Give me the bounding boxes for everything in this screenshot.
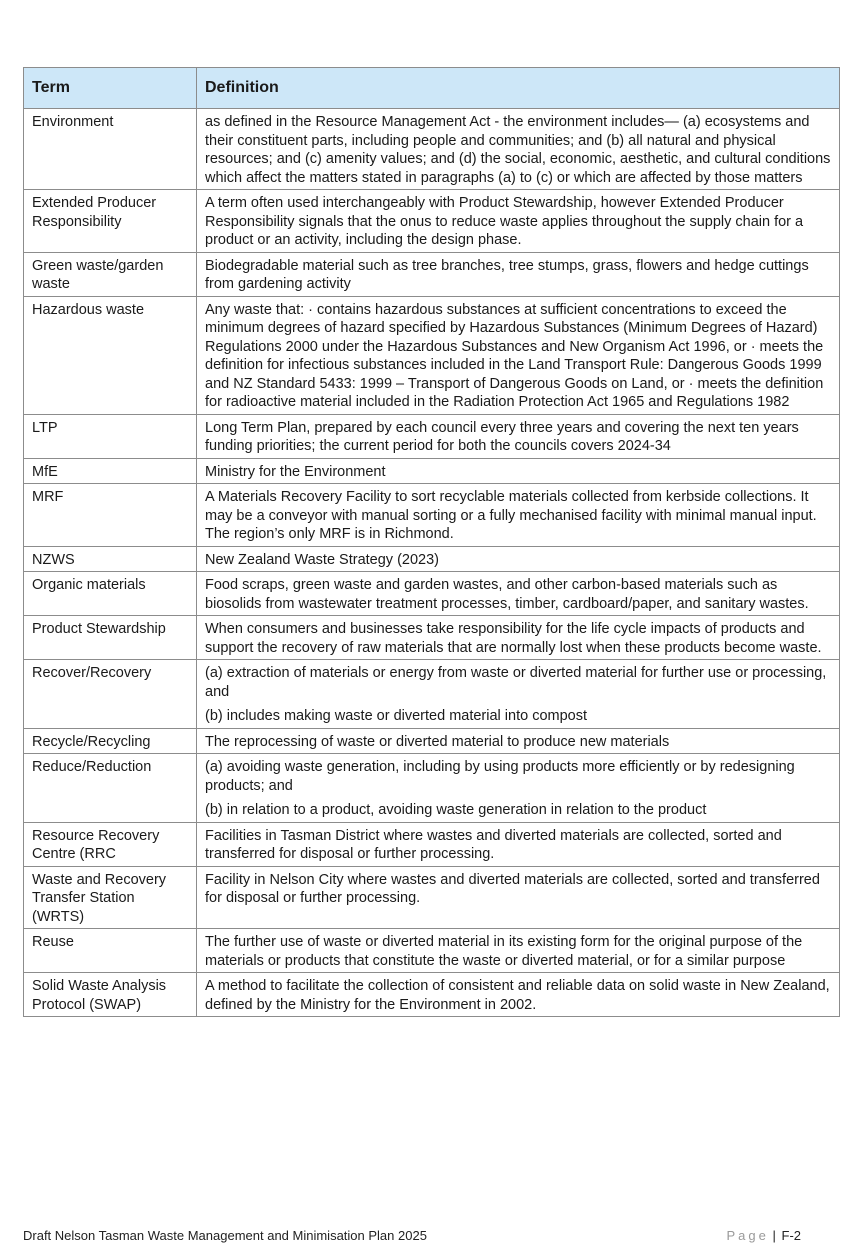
definition-paragraph: Biodegradable material such as tree branches, tree stumps, grass, flowers and hedge cuttings from gardening activity — [205, 257, 809, 292]
term-cell: Environment — [24, 109, 197, 190]
footer-page-indicator — [726, 1228, 801, 1243]
definition-cell — [197, 458, 840, 484]
table-row — [24, 252, 840, 296]
table-row — [24, 754, 840, 823]
column-header-term: Term — [24, 68, 197, 109]
table-row — [24, 616, 840, 660]
definition-cell — [197, 866, 840, 929]
definition-cell — [197, 728, 840, 754]
definition-cell — [197, 822, 840, 866]
definition-paragraph: Facilities in Tasman District where wastes and diverted materials are collected, sorted and transferred for disposal or further processing. — [205, 827, 782, 862]
definition-cell — [197, 754, 840, 823]
definition-cell — [197, 973, 840, 1017]
footer-document-title: Draft Nelson Tasman Waste Management and Minimisation Plan 2025 — [23, 1228, 427, 1243]
table-body — [24, 109, 840, 1017]
table-row — [24, 929, 840, 973]
definition-paragraph: (b) in relation to a product, avoiding waste generation in relation to the product — [205, 802, 707, 818]
definition-paragraph: New Zealand Waste Strategy (2023) — [205, 551, 439, 568]
term-cell: Recycle/Recycling — [24, 728, 197, 754]
table-row — [24, 973, 840, 1017]
column-header-definition: Definition — [197, 68, 840, 109]
table-row — [24, 866, 840, 929]
term-cell: MfE — [24, 458, 197, 484]
definition-cell — [197, 252, 840, 296]
definition-cell — [197, 296, 840, 414]
table-row — [24, 109, 840, 190]
definition-paragraph: (a) avoiding waste generation, including by using products more efficiently or by redesigning products; and — [205, 759, 795, 794]
definition-paragraph: Facility in Nelson City where wastes and diverted materials are collected, sorted and transferred for disposal or further processing. — [205, 871, 820, 906]
term-cell: Green waste/garden waste — [24, 252, 197, 296]
definition-paragraph: A term often used interchangeably with Product Stewardship, however Extended Producer Responsibility signals that the onus to reduce waste applies throughout the supply chain for a product or an activity, including the design phase. — [205, 195, 804, 248]
term-cell: Resource Recovery Centre (RRC — [24, 822, 197, 866]
definition-cell — [197, 616, 840, 660]
definition-cell — [197, 484, 840, 547]
table-row — [24, 484, 840, 547]
definition-cell — [197, 190, 840, 253]
definition-paragraph: as defined in the Resource Management Act - the environment includes— (a) ecosystems and their constituent parts, including people and communities; and (b) all natural and physical resources; and (c) amenity values; and (d) the social, economic, aesthetic, and cultural conditions which affect the matters stated in paragraphs (a) to (c) or which are affected by those matters — [205, 114, 831, 186]
term-cell: Extended Producer Responsibility — [24, 190, 197, 253]
definition-paragraph: A method to facilitate the collection of consistent and reliable data on solid waste in New Zealand, defined by the Ministry for the Environment in 2002. — [205, 978, 830, 1013]
table-row — [24, 546, 840, 572]
term-cell: Recover/Recovery — [24, 660, 197, 729]
footer-page-word: Page — [726, 1228, 769, 1243]
table-header-row — [24, 68, 840, 109]
glossary-table — [23, 67, 840, 1017]
term-cell: Reduce/Reduction — [24, 754, 197, 823]
definition-paragraph: (a) extraction of materials or energy from waste or diverted material for further use or processing, and — [205, 665, 827, 700]
definition-cell — [197, 109, 840, 190]
term-cell: Hazardous waste — [24, 296, 197, 414]
definition-paragraph: (b) includes making waste or diverted material into compost — [205, 708, 587, 724]
definition-paragraph: Ministry for the Environment — [205, 463, 386, 480]
glossary-table-container — [23, 67, 839, 1017]
definition-paragraph: Food scraps, green waste and garden wastes, and other carbon-based materials such as biosolids from wastewater treatment processes, timber, cardboard/paper, and sanitary wastes. — [205, 577, 809, 612]
term-cell: MRF — [24, 484, 197, 547]
definition-cell — [197, 572, 840, 616]
definition-paragraph: Long Term Plan, prepared by each council every three years and covering the next ten years funding priorities; the current period for both the councils covers 2024-34 — [205, 419, 799, 454]
table-row — [24, 572, 840, 616]
table-row — [24, 296, 840, 414]
term-cell: Organic materials — [24, 572, 197, 616]
definition-cell — [197, 929, 840, 973]
table-row — [24, 414, 840, 458]
definition-cell — [197, 546, 840, 572]
term-cell: Waste and Recovery Transfer Station (WRTS) — [24, 866, 197, 929]
definition-cell — [197, 660, 840, 729]
definition-cell — [197, 414, 840, 458]
table-row — [24, 728, 840, 754]
table-row — [24, 822, 840, 866]
footer-separator: | — [772, 1228, 776, 1243]
table-row — [24, 190, 840, 253]
definition-paragraph: When consumers and businesses take responsibility for the life cycle impacts of products and support the recovery of raw materials that are normally lost when these products become waste. — [205, 621, 822, 656]
definition-paragraph: The reprocessing of waste or diverted material to produce new materials — [205, 733, 670, 750]
table-row — [24, 660, 840, 729]
term-cell: Solid Waste Analysis Protocol (SWAP) — [24, 973, 197, 1017]
term-cell: Product Stewardship — [24, 616, 197, 660]
definition-paragraph: A Materials Recovery Facility to sort recyclable materials collected from kerbside collections. It may be a conveyor with manual sorting or a fully mechanised facility with minimal manual input. The region’s only MRF is in Richmond. — [205, 489, 817, 542]
term-cell: LTP — [24, 414, 197, 458]
definition-paragraph: Any waste that: · contains hazardous substances at sufficient concentrations to exceed the minimum degrees of hazard specified by Hazardous Substances (Minimum Degrees of Hazard) Regulations 2000 under the Hazardous Substances and New Organism Act 1996, or · meets the definition for infectious substances included in the Land Transport Rule: Dangerous Goods 1999 and NZ Standard 5433: 1999 – Transport of Dangerous Goods on Land, or · meets the definition for radioactive material included in the Radiation Protection Act 1965 and Regulations 1982 — [205, 301, 824, 410]
table-row — [24, 458, 840, 484]
term-cell: NZWS — [24, 546, 197, 572]
footer-page-number: F-2 — [781, 1228, 801, 1243]
term-cell: Reuse — [24, 929, 197, 973]
definition-paragraph: The further use of waste or diverted material in its existing form for the original purpose of the materials or products that constitute the waste or diverted material, or for a similar purpose — [205, 934, 803, 969]
